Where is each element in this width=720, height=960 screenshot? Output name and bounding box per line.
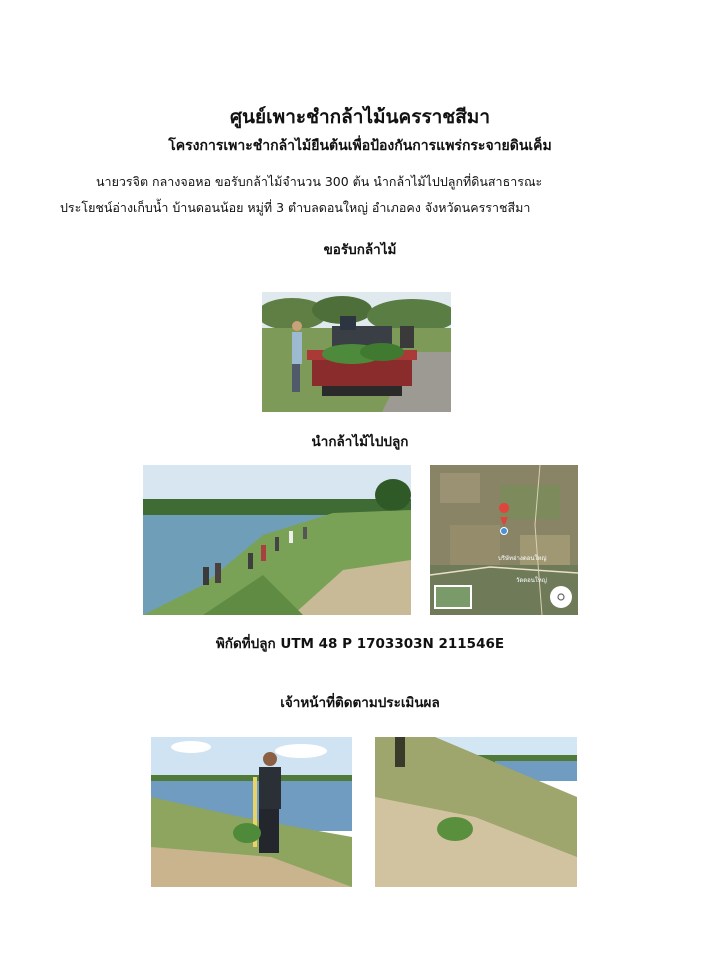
planting-coordinates: พิกัดที่ปลูก UTM 48 P 1703303N 211546E (215, 636, 505, 652)
map-place-label: บริษัทอ่างดอนใหญ่ (498, 555, 547, 562)
section-heading-monitoring: เจ้าหน้าที่ติดตามประเมินผล (280, 695, 440, 711)
request-paragraph-line-2: ประโยชน์อ่างเก็บน้ำ บ้านดอนน้อย หมู่ที่ 3 ตำบลดอนใหญ่ อำเภอคง จังหวัดนครราชสีมา (60, 200, 531, 215)
request-paragraph-line-1: นายวรจิต กลางจอหอ ขอรับกล้าไม้จำนวน 300 ต้น นำกล้าไม้ไปปลูกที่ดินสาธารณะ (96, 174, 543, 189)
document-subtitle: โครงการเพาะชำกล้าไม้ยืนต้นเพื่อป้องกันการแพร่กระจายดินเค็ม (168, 138, 552, 154)
section-heading-receive: ขอรับกล้าไม้ (323, 242, 397, 258)
photo-receiving-seedlings (262, 292, 451, 412)
document-title: ศูนย์เพาะชำกล้าไม้นครราชสีมา (230, 106, 490, 128)
photo-officer-monitoring (151, 737, 352, 887)
photo-planted-slope (375, 737, 577, 887)
map-satellite-planting-location (430, 465, 578, 615)
photo-planting-reservoir-bank (143, 465, 411, 615)
map-place-label-2: วัดดอนใหญ่ (516, 577, 547, 584)
section-heading-planting: นำกล้าไม้ไปปลูก (311, 434, 409, 450)
